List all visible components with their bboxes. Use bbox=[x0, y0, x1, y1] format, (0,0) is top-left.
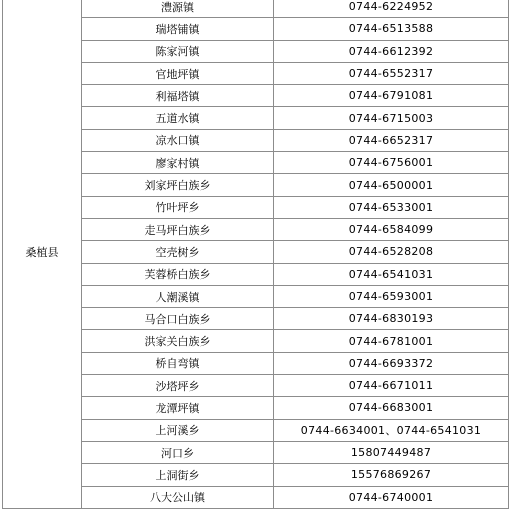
phone-cell: 0744-6652317 bbox=[274, 129, 509, 151]
town-cell: 凉水口镇 bbox=[82, 129, 274, 151]
town-cell: 官地坪镇 bbox=[82, 62, 274, 84]
phone-cell: 0744-6612392 bbox=[274, 40, 509, 62]
phone-cell: 0744-6756001 bbox=[274, 152, 509, 174]
phone-cell: 0744-6740001 bbox=[274, 486, 509, 508]
table-body bbox=[3, 0, 509, 508]
phone-cell: 0744-6791081 bbox=[274, 85, 509, 107]
phone-cell: 15807449487 bbox=[274, 441, 509, 463]
town-cell: 刘家坪白族乡 bbox=[82, 174, 274, 196]
town-cell: 马合口白族乡 bbox=[82, 308, 274, 330]
town-cell: 人潮溪镇 bbox=[82, 285, 274, 307]
town-cell: 八大公山镇 bbox=[82, 486, 274, 508]
town-cell: 瑞塔铺镇 bbox=[82, 18, 274, 40]
county-cell: 桑植县 bbox=[3, 0, 82, 508]
town-cell: 上洞街乡 bbox=[82, 464, 274, 486]
phone-cell: 0744-6584099 bbox=[274, 218, 509, 240]
phone-cell: 0744-6224952 bbox=[274, 0, 509, 18]
phone-cell: 0744-6683001 bbox=[274, 397, 509, 419]
contact-table bbox=[2, 0, 509, 509]
town-cell: 竹叶坪乡 bbox=[82, 196, 274, 218]
town-cell: 陈家河镇 bbox=[82, 40, 274, 62]
town-cell: 洪家关白族乡 bbox=[82, 330, 274, 352]
phone-cell: 0744-6552317 bbox=[274, 62, 509, 84]
town-cell: 走马坪白族乡 bbox=[82, 218, 274, 240]
town-cell: 澧源镇 bbox=[82, 0, 274, 18]
phone-cell: 0744-6715003 bbox=[274, 107, 509, 129]
town-cell: 芙蓉桥白族乡 bbox=[82, 263, 274, 285]
town-cell: 龙潭坪镇 bbox=[82, 397, 274, 419]
phone-cell: 0744-6513588 bbox=[274, 18, 509, 40]
phone-cell: 15576869267 bbox=[274, 464, 509, 486]
phone-cell: 0744-6593001 bbox=[274, 285, 509, 307]
phone-cell: 0744-6541031 bbox=[274, 263, 509, 285]
town-cell: 五道水镇 bbox=[82, 107, 274, 129]
phone-cell: 0744-6671011 bbox=[274, 375, 509, 397]
phone-cell: 0744-6528208 bbox=[274, 241, 509, 263]
town-cell: 廖家村镇 bbox=[82, 152, 274, 174]
phone-cell: 0744-6634001、0744-6541031 bbox=[274, 419, 509, 441]
town-cell: 空壳树乡 bbox=[82, 241, 274, 263]
town-cell: 河口乡 bbox=[82, 441, 274, 463]
town-cell: 上河溪乡 bbox=[82, 419, 274, 441]
table-row bbox=[3, 0, 509, 18]
town-cell: 桥自弯镇 bbox=[82, 352, 274, 374]
phone-cell: 0744-6500001 bbox=[274, 174, 509, 196]
phone-cell: 0744-6533001 bbox=[274, 196, 509, 218]
town-cell: 沙塔坪乡 bbox=[82, 375, 274, 397]
town-cell: 利福塔镇 bbox=[82, 85, 274, 107]
phone-cell: 0744-6781001 bbox=[274, 330, 509, 352]
phone-cell: 0744-6830193 bbox=[274, 308, 509, 330]
phone-cell: 0744-6693372 bbox=[274, 352, 509, 374]
